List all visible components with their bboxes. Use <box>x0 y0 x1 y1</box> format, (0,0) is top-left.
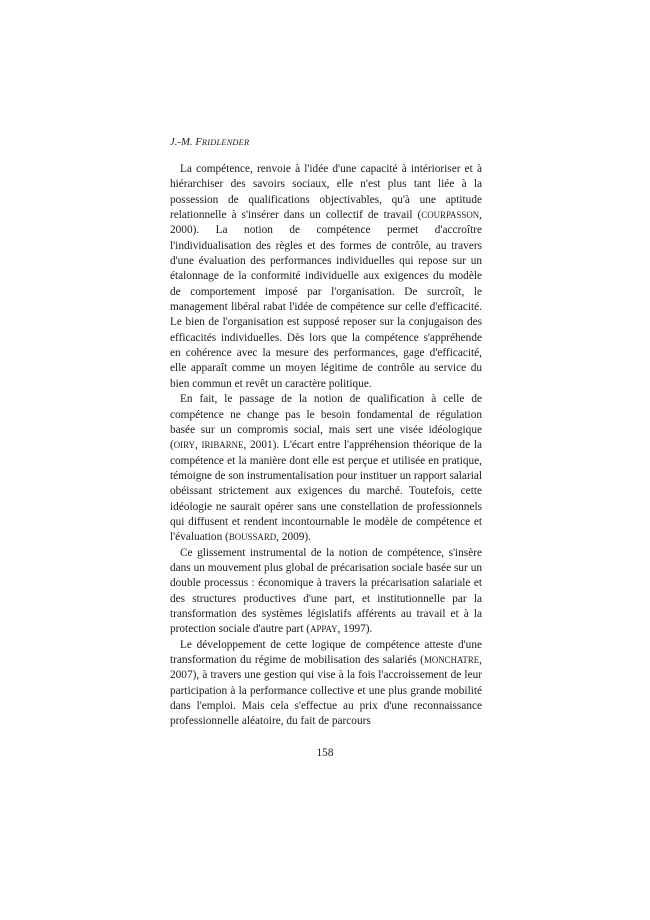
citation-author: OIRY <box>173 440 195 451</box>
citation-author: COURPASSON <box>421 210 480 221</box>
page-number: 158 <box>316 747 334 759</box>
citation-author: MONCHATRE <box>423 655 480 665</box>
body-text <box>170 162 482 730</box>
header-author-surname: RIDLENDER <box>201 138 250 147</box>
citation-author: APPAY <box>310 624 338 635</box>
paragraph: Le développement de cette logique de compétence atteste d'une transformation du régime de mobilisation des salariés (MONCHATRE, 2007), à travers une gestion qui vise à la fois l'accroissement de leur participation à la performance collective et une plus grande mobilité dans l'emploi. Mais cela s'effectue au prix d'une reconnaissance professionnelle aléatoire, du fait de parcours <box>170 638 482 728</box>
paragraph: En fait, le passage de la notion de qualification à celle de compétence ne change pas le besoin fondamental de régulation basée sur un compromis social, mais sert une visée idéologique (OIRY, IRIBARNE, 2001). L'écart entre l'appréhension théorique de la compétence et la manière dont elle est perçue et utilisée en pratique, témoigne de son instrumentalisation pour instituer un rapport salarial obéissant strictement aux exigences du marché. Toutefois, cette idéologie ne saurait opérer sans une constellation de professionnels qui diffusent et rendent incontournable le modèle de compétence et l'évaluation (BOUSSARD, 2009). <box>170 393 482 544</box>
paragraph: La compétence, renvoie à l'idée d'une capacité à intérioriser et à hiérarchiser des savoirs sociaux, elle n'est plus tant liée à la possession de qualifications objectivables, qu'à une aptitude relationnelle à s'insérer dans un collectif de travail (COURPASSON, 2000). La notion de compétence permet d'accroître l'individualisation des règles et des formes de contrôle, au travers d'une évaluation des performances individuelles qui repose sur un étalonnage de la conformité individuelle aux exigences du modèle de comportement imposé par l'organisation. De surcroît, le management libéral rabat l'idée de compétence sur celle d'efficacité. Le bien de l'organisation est supposé reposer sur la conjugaison des efficacités individuelles. Dès lors que la compétence s'appréhende en cohérence avec la mesure des performances, gage d'efficacité, elle apparaît comme un moyen légitime de contrôle au service du bien commun et revêt un caractère politique. <box>170 163 482 390</box>
citation-author: BOUSSARD <box>228 532 277 543</box>
running-header <box>170 137 249 148</box>
citation-author: IRIBARNE <box>201 440 244 451</box>
header-author-initials: J.-M. F <box>170 137 202 148</box>
paragraph: Ce glissement instrumental de la notion de compétence, s'insère dans un mouvement plus global de précarisation sociale basée sur un double processus : économique à travers la précarisation salariale et des structures productives d'une part, et institutionnelle par la transformation des systèmes législatifs afférents au travail et à la protection sociale d'autre part (APPAY, 1997). <box>170 546 482 636</box>
